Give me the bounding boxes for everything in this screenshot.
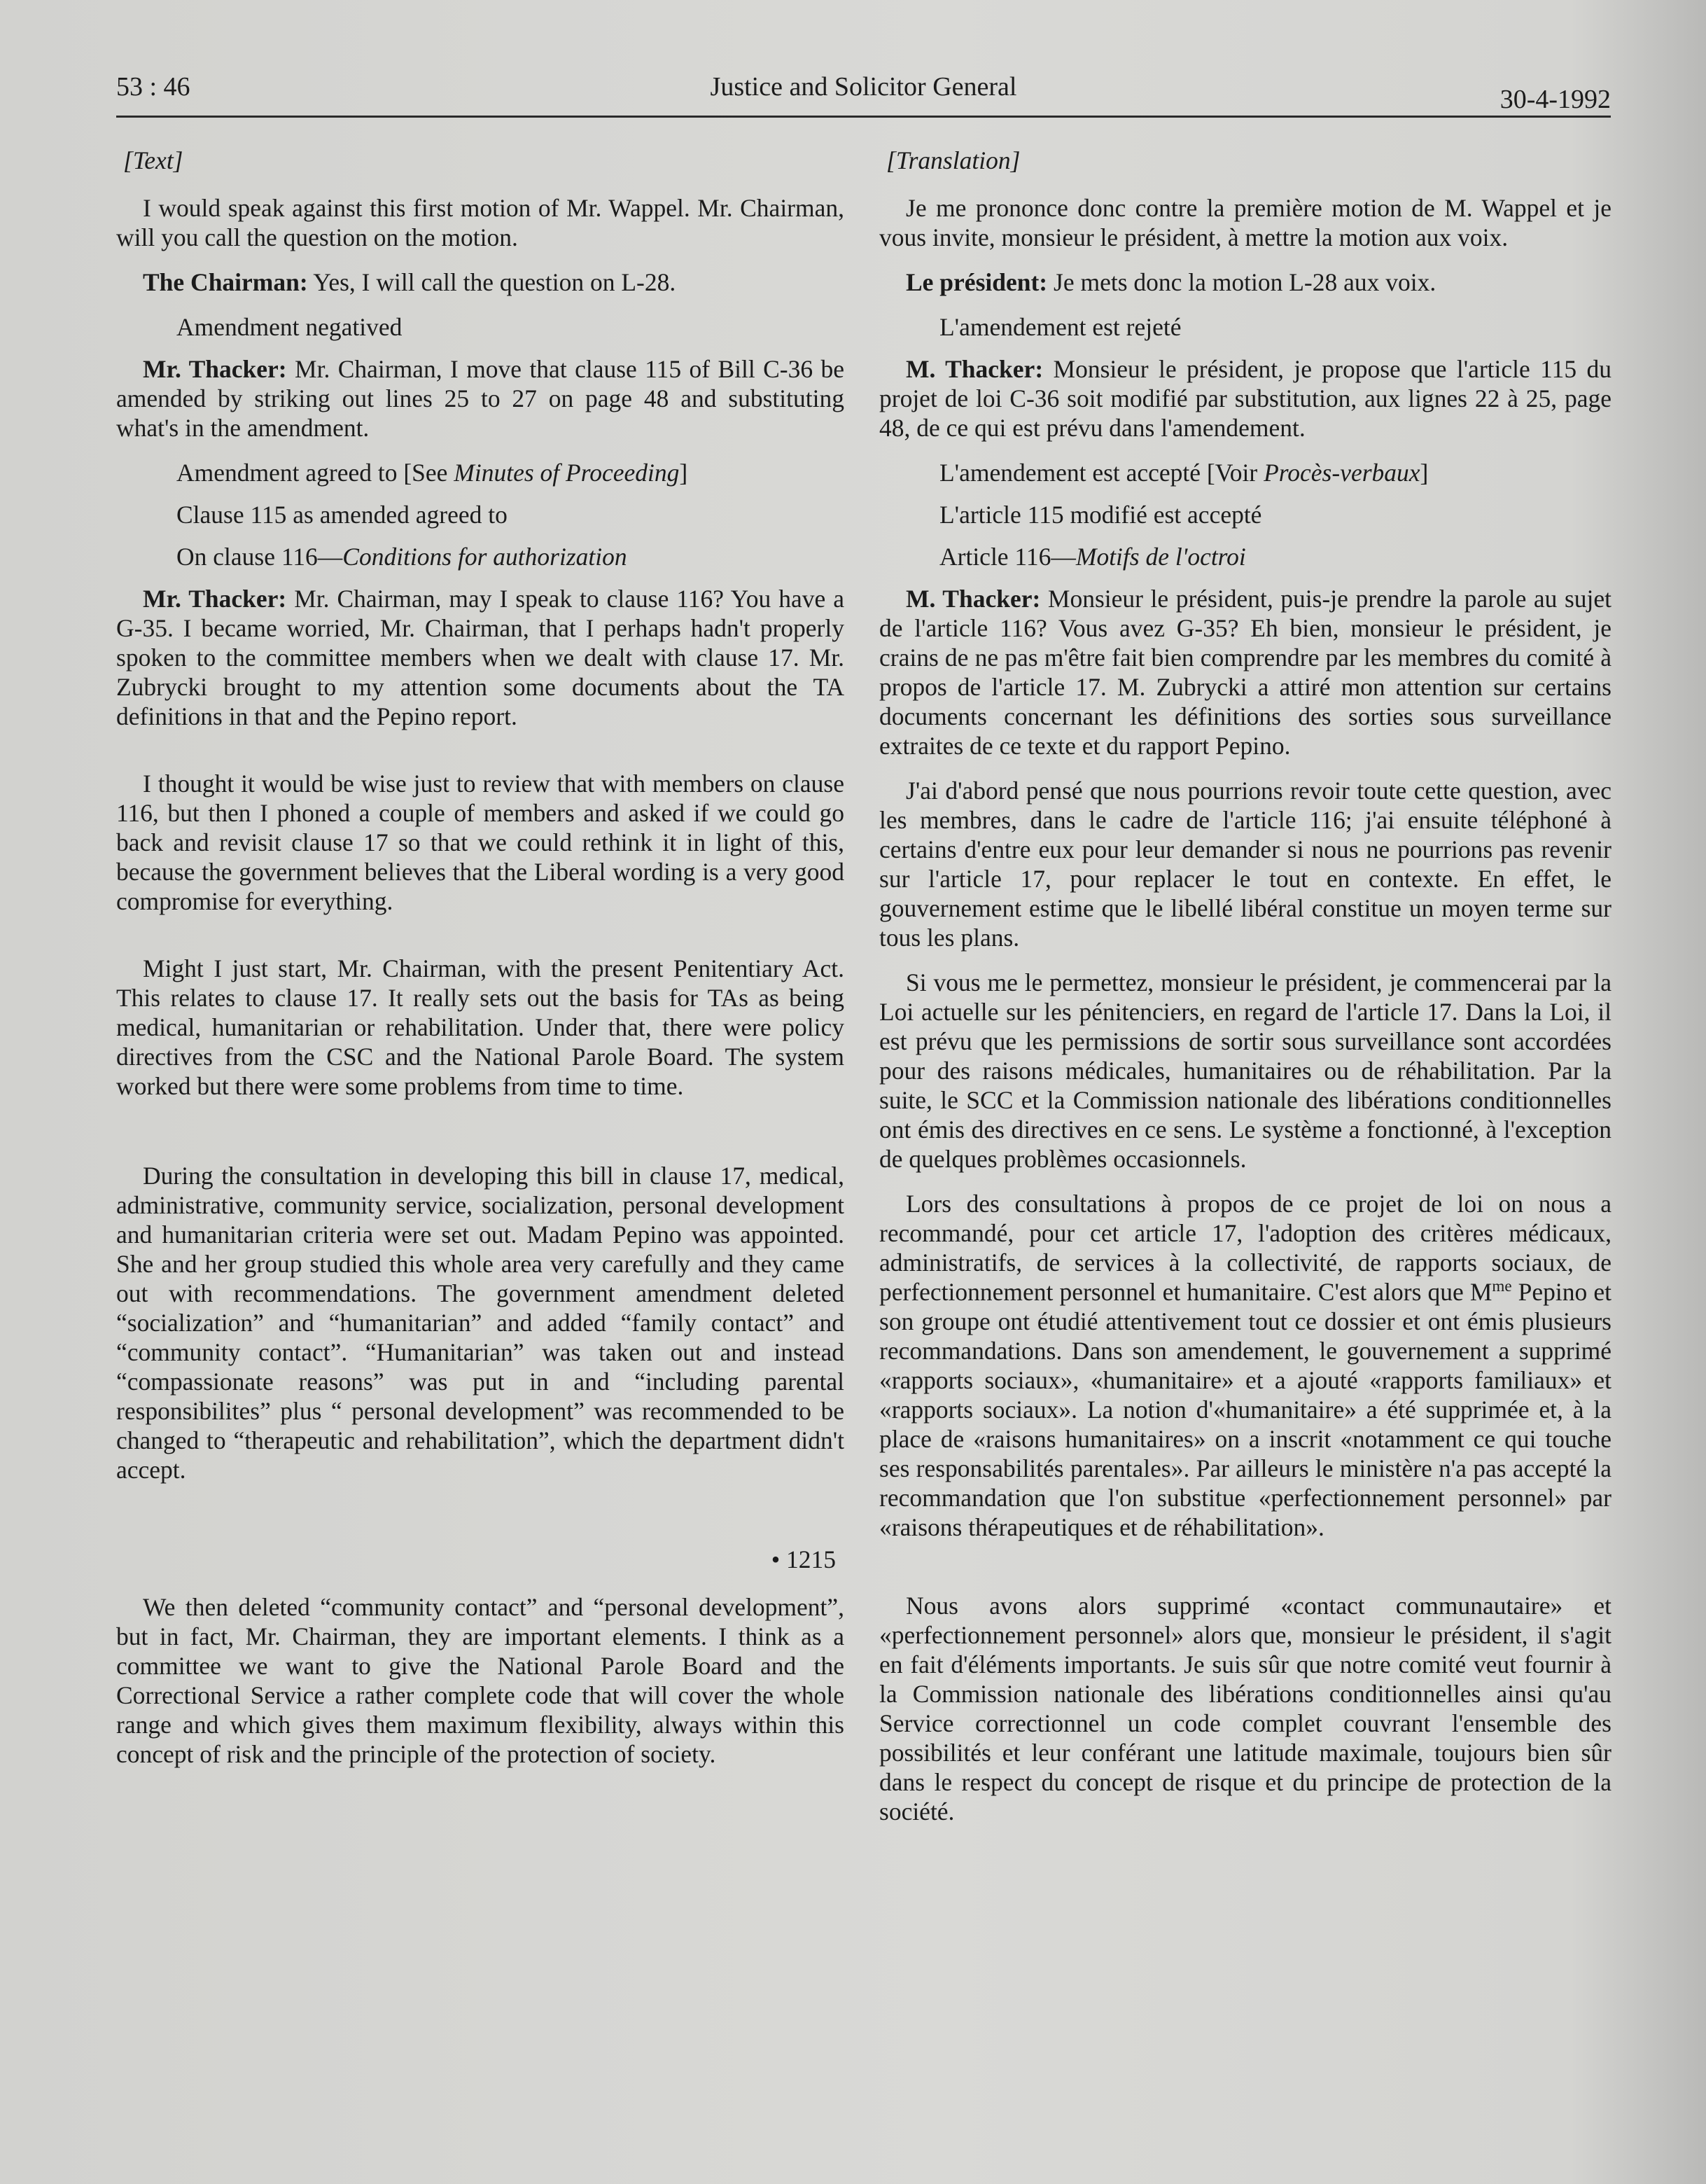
line-emphasis: Procès-verbaux — [1264, 459, 1420, 487]
translation-tag: [Translation] — [886, 146, 1021, 174]
procedural-line — [879, 542, 1611, 571]
speech-text: Lors des consultations à propos de ce projet de loi on nous a recommandé, pour cet article 17, l'adoption des critères médicaux, administratifs, de services à la collectivité, de rapports sociaux, de perfectionnement personnel et humanitaire. C'est alors que M — [879, 1190, 1611, 1306]
page-header — [116, 69, 1611, 112]
english-column — [116, 146, 844, 1784]
line-emphasis: Conditions for authorization — [342, 543, 627, 571]
paragraph — [879, 267, 1611, 297]
time-marker: • 1215 — [771, 1545, 836, 1573]
header-rule — [116, 116, 1611, 118]
page-date: 30-4-1992 — [1499, 85, 1611, 114]
line-text: L'amendement est accepté [Voir — [939, 459, 1264, 487]
line-text: Amendment agreed to [See — [176, 459, 454, 487]
speech-text: Yes, I will call the question on L-28. — [313, 268, 676, 296]
speech-text: Monsieur le président, puis-je prendre la parole au sujet de l'article 116? Vous avez G-35? Eh bien, monsieur le président, je crains de ne pas m'être fait bien comprendre par les membres du comité à propos de l'article 17. M. Zubrycki a attiré mon attention sur certains documents concernant les définitions des sorties sous surveillance extraites de ce texte et du rapport Pepino. — [879, 585, 1612, 760]
paragraph — [116, 354, 844, 443]
paragraph: I would speak against this first motion of Mr. Wappel. Mr. Chairman, will you call the question on the motion. — [116, 194, 844, 251]
speech-text: Pepino et son groupe ont étudié attentivement tout ce dossier et ont émis plusieurs recommandations. Dans son amendement, le gouvernement a supprimé «rapports sociaux», «humanitaire» et a ajouté «rapports familiaux» et «rapports sociaux». La notion d'«humanitaire» a été supprimée et, à la place de «raisons humanitaires» on a inscrit «notamment ce qui touche ses responsabilités parentales». Par ailleurs le ministère n'a pas accepté la recommandation que l'on substitue «perfectionnement personnel» par «raisons thérapeutiques et de réhabilitation». — [879, 1278, 1611, 1541]
french-column — [879, 146, 1611, 1842]
speaker-name: Le président: — [906, 268, 1048, 296]
paragraph: During the consultation in developing this bill in clause 17, medical, administrative, community service, socialization, personal development and humanitarian criteria were set out. Madam Pepino was appointed. She and her group studied this whole area very carefully and they came out with recommendations. The government amendment deleted “socialization” and “humanitarian” and added “family contact” and “community contact”. “Humanitarian” was taken out and instead “compassionate reasons” was put in and “including parental responsibilites” plus “ personal development” was recommended to be changed to “therapeutic and rehabilitation”, which the department didn't accept. — [116, 1162, 844, 1484]
line-emphasis: Motifs de l'octroi — [1075, 543, 1246, 571]
paragraph — [116, 584, 844, 731]
procedural-line: L'article 115 modifié est accepté — [939, 501, 1262, 529]
line-text: ] — [1420, 459, 1429, 487]
speaker-name: Mr. Thacker: — [143, 585, 287, 613]
speech-text: Mr. Chairman, may I speak to clause 116? You have a G-35. I became worried, Mr. Chairman, that I perhaps hadn't properly spoken to the committee members when we dealt with clause 17. Mr. Zubrycki brought to my attention some documents about the TA definitions in that and the Pepino report. — [116, 585, 844, 730]
line-text: On clause 116— — [176, 543, 343, 571]
procedural-line: Amendment negatived — [176, 313, 403, 341]
line-text: ] — [679, 459, 688, 487]
text-tag: [Text] — [123, 146, 183, 174]
procedural-line — [116, 542, 844, 571]
paragraph: J'ai d'abord pensé que nous pourrions revoir toute cette question, avec les membres, dans le cadre de l'article 116; j'ai ensuite téléphoné à certains d'entre eux pour leur demander si nous ne pourrions pas revenir sur l'article 17, pour replacer le tout en contexte. En effet, le gouvernement estime que le libellé libéral constitue un moyen terme sur tous les plans. — [879, 777, 1611, 952]
procedural-line: L'amendement est rejeté — [939, 313, 1182, 341]
line-text: Article 116— — [939, 543, 1076, 571]
line-emphasis: Minutes of Proceeding — [454, 459, 680, 487]
paragraph: Je me prononce donc contre la première motion de M. Wappel et je vous invite, monsieur le président, à mettre la motion aux voix. — [879, 194, 1611, 251]
paragraph — [879, 584, 1611, 760]
speaker-name: M. Thacker: — [906, 355, 1044, 383]
speaker-name: M. Thacker: — [906, 585, 1041, 613]
speech-text: Je mets donc la motion L-28 aux voix. — [1054, 268, 1436, 296]
paragraph: Nous avons alors supprimé «contact communautaire» et «perfectionnement personnel» alors que, monsieur le président, il s'agit en fait d'éléments importants. Je suis sûr que notre comité veut fournir à la Commission nationale des libérations conditionnelles ainsi qu'au Service correctionnel un code complet couvrant l'ensemble des possibilités et leur conférant une latitude maximale, toujours bien sûr dans le respect du concept de risque et du principe de protection de la société. — [879, 1592, 1611, 1825]
speaker-name: The Chairman: — [143, 268, 308, 296]
paragraph — [879, 1189, 1611, 1542]
running-title: Justice and Solicitor General — [710, 72, 1017, 102]
paragraph: We then deleted “community contact” and “personal development”, but in fact, Mr. Chairman, they are important elements. I think as a committee we want to give the National Parole Board and the Correctional Service a rather complete code that will cover the whole range and which gives them maximum flexibility, always within this concept of risk and the principle of the protection of society. — [116, 1593, 844, 1768]
speaker-name: Mr. Thacker: — [143, 355, 287, 383]
speech-text: Mr. Chairman, I move that clause 115 of Bill C-36 be amended by striking out lines 25 to 27 on page 48 and substituting what's in the amendment. — [116, 355, 844, 442]
superscript: me — [1492, 1277, 1512, 1295]
procedural-line — [116, 458, 844, 487]
paragraph — [116, 267, 844, 297]
speech-text: Monsieur le président, je propose que l'article 115 du projet de loi C-36 soit modifié par substitution, aux lignes 22 à 25, page 48, de ce qui est prévu dans l'amendement. — [879, 355, 1611, 442]
page-reference: 53 : 46 — [116, 72, 190, 102]
procedural-line — [879, 458, 1611, 487]
paragraph: Might I just start, Mr. Chairman, with the present Penitentiary Act. This relates to clause 17. It really sets out the basis for TAs as being medical, humanitarian or rehabilitation. Under that, there were policy directives from the CSC and the National Parole Board. The system worked but there were some problems from time to time. — [116, 954, 844, 1100]
paragraph — [879, 354, 1611, 443]
paragraph: Si vous me le permettez, monsieur le président, je commencerai par la Loi actuelle sur les pénitenciers, en regard de l'article 17. Dans la Loi, il est prévu que les permissions de sortir sous surveillance sont accordées pour des raisons médicales, humanitaires ou de réhabilitation. Par la suite, le SCC et la Commission nationale des libérations conditionnelles ont émis des directives en ce sens. Le système a fonctionné, à l'exception de quelques problèmes occasionnels. — [879, 968, 1611, 1173]
procedural-line: Clause 115 as amended agreed to — [176, 501, 508, 529]
paragraph: I thought it would be wise just to review that with members on clause 116, but then I phoned a couple of members and asked if we could go back and revisit clause 17 so that we could rethink it in light of this, because the government believes that the Liberal wording is a very good compromise for everything. — [116, 770, 844, 915]
